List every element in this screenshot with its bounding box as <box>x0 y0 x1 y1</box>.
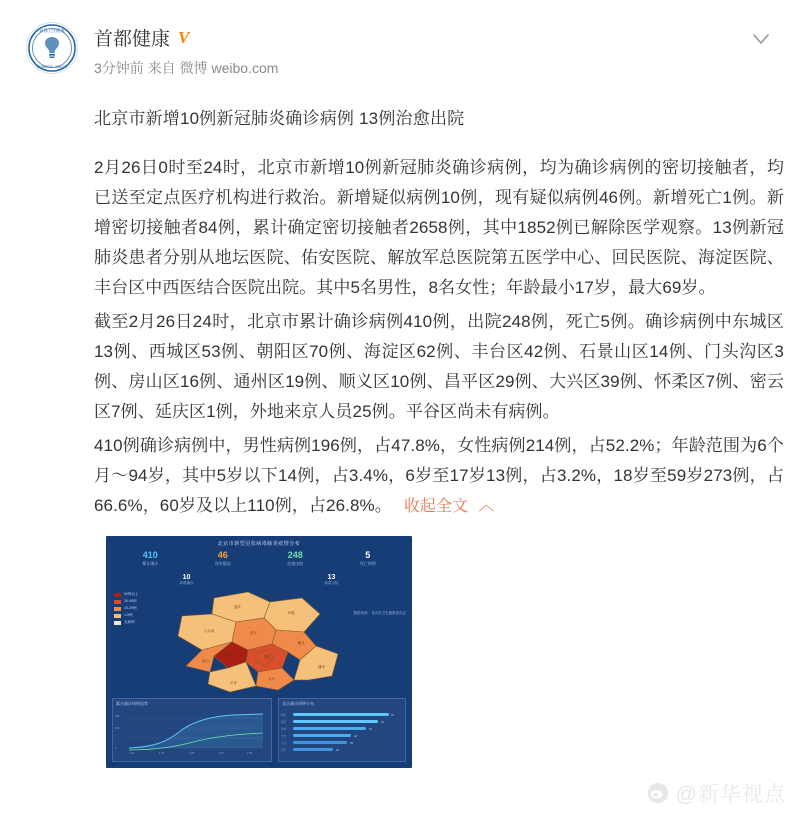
beijing-district-map <box>152 588 366 698</box>
post-paragraph: 2月26日0时至24时，北京市新增10例新冠肺炎确诊病例，均为确诊病例的密切接触者，均已送至定点医疗机构进行救治。新增疑似病例10例，现有疑似病例46例。新增死亡1例。新增密切接触者84例，累计确定密切接触者2658例，其中1852例已解除医学观察。13例新冠肺炎患者分别从地坛医院、佑安医院、解放军总医院第五医学中心、回民医院、海淀医院、丰台区中西医结合医院出院。其中5名男性，8名女性；年龄最小17岁，最大69岁。 <box>94 158 785 297</box>
watermark-text: @新华视点 <box>675 783 786 806</box>
legend-item <box>114 599 148 604</box>
substat-value: 10 <box>182 574 191 581</box>
svg-text:70: 70 <box>391 714 394 717</box>
district-bar-title: 各区确诊病例分布 <box>282 701 314 706</box>
post-from-label: 来自 <box>147 60 176 76</box>
post-paragraph-last <box>94 431 784 522</box>
post-source-url[interactable]: weibo.com <box>211 60 279 76</box>
svg-text:通州: 通州 <box>318 665 325 669</box>
map-source-note: 数据来源：北京市卫生健康委员会 <box>353 611 406 615</box>
chevron-down-icon[interactable] <box>750 28 772 50</box>
stat-value: 410 <box>142 550 158 560</box>
substat-item <box>114 574 259 586</box>
author-name[interactable]: 首都健康 <box>94 29 171 50</box>
svg-text:1.31: 1.31 <box>159 752 165 755</box>
svg-text:2.08: 2.08 <box>189 752 195 755</box>
stat-label: 现有疑似 <box>214 561 231 566</box>
svg-text:平谷: 平谷 <box>230 681 237 685</box>
post-title: 北京市新增10例新冠肺炎确诊病例 13例治愈出院 <box>94 109 465 128</box>
svg-text:海淀: 海淀 <box>281 721 287 724</box>
svg-text:延庆: 延庆 <box>234 605 241 609</box>
svg-text:62: 62 <box>381 721 384 724</box>
legend-item <box>114 592 148 597</box>
dashboard-title: 北京市新型冠状病毒肺炎疫情分布 <box>217 541 301 547</box>
svg-text:顺义: 顺义 <box>298 641 305 645</box>
svg-text:丰台: 丰台 <box>224 653 231 657</box>
stat-item <box>332 550 405 567</box>
post-source[interactable]: 微博 <box>179 60 208 76</box>
svg-text:42: 42 <box>354 735 357 738</box>
svg-text:MUNICIPAL HEALTH: MUNICIPAL HEALTH <box>36 65 68 69</box>
author-block <box>94 18 278 78</box>
svg-text:大兴: 大兴 <box>268 677 275 681</box>
stat-item <box>187 550 260 567</box>
post-body <box>94 153 784 522</box>
post-header <box>26 18 774 78</box>
district-bar-panel <box>278 698 406 762</box>
svg-text:丰台: 丰台 <box>281 735 287 738</box>
legend-label: 50例以上 <box>124 592 139 596</box>
dashboard-substats <box>114 574 404 586</box>
svg-text:昌平: 昌平 <box>281 749 287 752</box>
svg-text:朝阳: 朝阳 <box>281 714 287 717</box>
stat-value: 46 <box>217 550 228 560</box>
weibo-icon <box>647 782 669 804</box>
substat-label: 新增确诊 <box>179 581 194 585</box>
legend-swatch <box>114 593 121 597</box>
svg-text:400: 400 <box>115 715 120 718</box>
stat-item <box>114 550 187 567</box>
svg-text:怀柔: 怀柔 <box>288 611 295 615</box>
legend-label: 1-9例 <box>124 613 133 617</box>
collapse-label: 收起全文 <box>403 498 469 515</box>
avatar[interactable] <box>26 22 78 74</box>
post-image-dashboard[interactable] <box>106 536 412 768</box>
author-name-row <box>94 24 278 51</box>
svg-text:53: 53 <box>369 728 372 731</box>
legend-label: 无病例 <box>124 620 135 624</box>
svg-text:大兴: 大兴 <box>281 742 287 745</box>
legend-swatch <box>114 621 121 625</box>
svg-text:1.20: 1.20 <box>129 752 135 755</box>
post-time: 3分钟前 <box>94 60 144 76</box>
stat-value: 5 <box>365 550 371 560</box>
post-meta <box>94 58 278 78</box>
svg-text:门头沟: 门头沟 <box>204 629 215 633</box>
substat-value: 13 <box>327 574 336 581</box>
legend-item <box>114 613 148 618</box>
legend-label: 30-49例 <box>124 599 137 603</box>
watermark <box>647 778 786 808</box>
trend-chart-title: 累计确诊病例趋势 <box>116 701 148 706</box>
post-paragraph-text: 410例确诊病例中，男性病例196例，占47.8%，女性病例214例，占52.2%；年龄范围为6个月～94岁，其中5岁以下14例，占3.4%，6岁至17岁13例，占3.2%，18岁至59岁273例，占66.6%，60岁及以上110例，占26.8%。 <box>94 436 784 515</box>
stat-value: 248 <box>287 550 303 560</box>
legend-label: 10-29例 <box>124 606 137 610</box>
svg-text:西城: 西城 <box>281 728 287 731</box>
stat-label: 累计确诊 <box>142 561 159 566</box>
svg-text:首都卫生健康: 首都卫生健康 <box>39 28 65 33</box>
svg-text:2.17: 2.17 <box>219 752 225 755</box>
svg-text:39: 39 <box>350 742 353 745</box>
stat-label: 死亡病例 <box>359 561 376 566</box>
map-legend <box>114 592 148 627</box>
collapse-full-text-button[interactable] <box>404 498 495 515</box>
svg-text:200: 200 <box>115 727 120 730</box>
health-commission-seal-icon <box>27 23 77 73</box>
svg-text:昌平: 昌平 <box>250 631 257 635</box>
legend-item <box>114 606 148 611</box>
svg-text:房山: 房山 <box>202 659 209 663</box>
dashboard-stats <box>114 550 404 567</box>
stat-label: 治愈出院 <box>287 561 304 566</box>
chevron-up-icon: ︿ <box>478 497 495 514</box>
legend-swatch <box>114 607 121 611</box>
legend-swatch <box>114 614 121 618</box>
svg-text:2.26: 2.26 <box>247 752 253 755</box>
trend-chart-panel <box>112 698 272 762</box>
verified-badge-icon: V <box>178 27 190 47</box>
legend-swatch <box>114 600 121 604</box>
stat-item <box>259 550 332 567</box>
svg-text:0: 0 <box>115 747 117 750</box>
svg-text:29: 29 <box>336 749 339 752</box>
post-paragraph: 截至2月26日24时，北京市累计确诊病例410例，出院248例，死亡5例。确诊病例中东城区13例、西城区53例、朝阳区70例、海淀区62例、丰台区42例、石景山区14例、门头沟区3例、房山区16例、通州区19例、顺义区10例、昌平区29例、大兴区39例、怀柔区7例、密云区7例、延庆区1例，外地来京人员25例。平谷区尚未有病例。 <box>94 312 784 421</box>
svg-text:城区: 城区 <box>264 655 271 659</box>
substat-label: 新增出院 <box>324 581 339 585</box>
substat-item <box>259 574 404 586</box>
legend-item <box>114 620 148 625</box>
